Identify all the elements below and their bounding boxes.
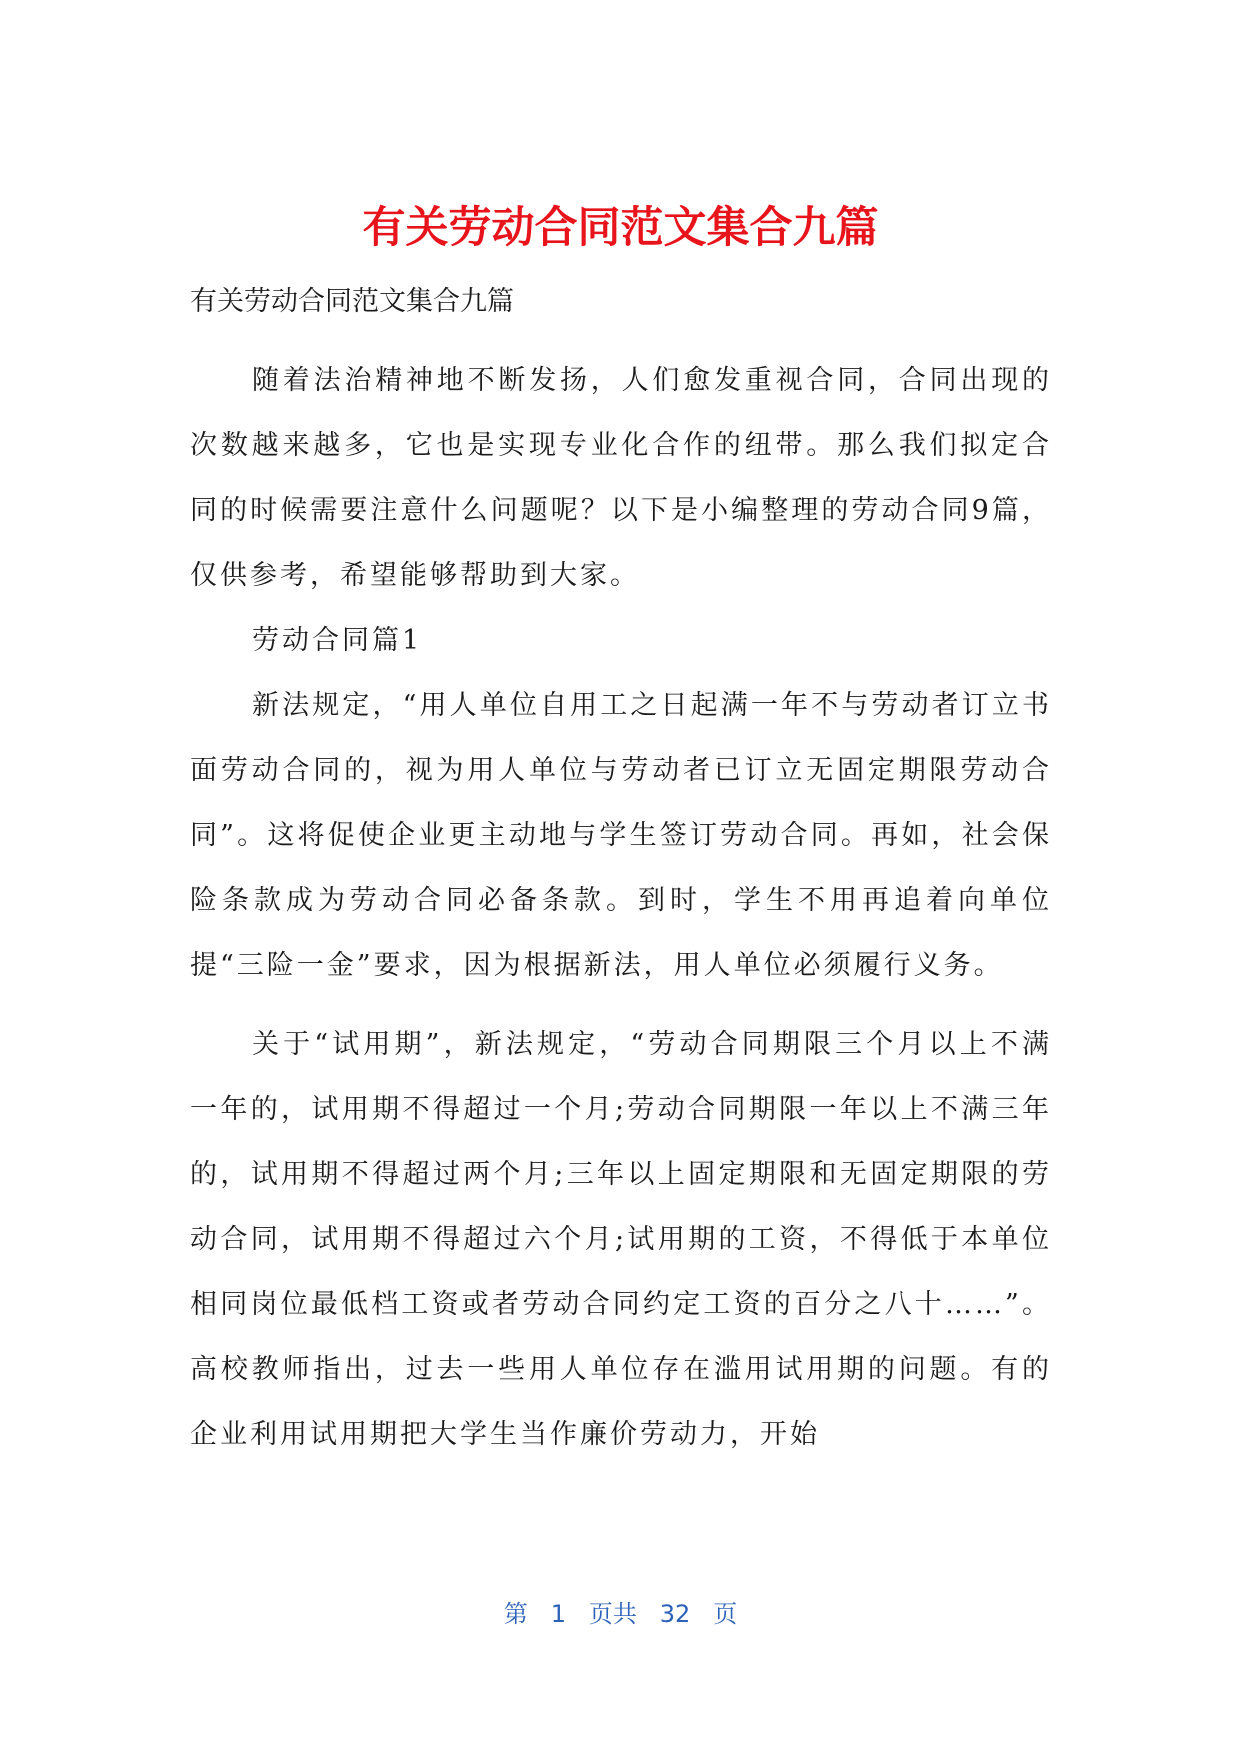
footer-prefix: 第 xyxy=(503,1600,528,1628)
intro-paragraph: 随着法治精神地不断发扬，人们愈发重视合同，合同出现的次数越来越多，它也是实现专业化合作的纽带。那么我们拟定合同的时候需要注意什么问题呢？以下是小编整理的劳动合同9篇，仅供参考，希望能够帮助到大家。 xyxy=(190,365,1052,591)
footer-suffix: 页 xyxy=(713,1600,738,1628)
footer-middle: 页共 xyxy=(588,1600,637,1628)
body-paragraph: 新法规定，“用人单位自用工之日起满一年不与劳动者订立书面劳动合同的，视为用人单位与劳动者已订立无固定期限劳动合同”。这将促使企业更主动地与学生签订劳动合同。再如，社会保险条款成为劳动合同必备条款。到时，学生不用再追着向单位提“三险一金”要求，因为根据新法，用人单位必须履行义务。 xyxy=(190,690,1052,981)
body-paragraph: 关于“试用期”，新法规定，“劳动合同期限三个月以上不满一年的，试用期不得超过一个月;劳动合同期限一年以上不满三年的，试用期不得超过两个月;三年以上固定期限和无固定期限的劳动合同，试用期不得超过六个月;试用期的工资，不得低于本单位相同岗位最低档工资或者劳动合同约定工资的百分之八十……”。高校教师指出，过去一些用人单位存在滥用试用期的问题。有的企业利用试用期把大学生当作廉价劳动力，开始 xyxy=(190,1029,1052,1450)
document-subtitle: 有关劳动合同范文集合九篇 xyxy=(190,286,514,317)
footer-total-pages: 32 xyxy=(659,1600,691,1628)
page-title: 有关劳动合同范文集合九篇 xyxy=(362,203,879,253)
section-heading: 劳动合同篇1 xyxy=(252,625,423,656)
document-body xyxy=(190,348,1052,1467)
footer-current-page: 1 xyxy=(550,1600,566,1628)
page-footer xyxy=(0,1598,1241,1630)
